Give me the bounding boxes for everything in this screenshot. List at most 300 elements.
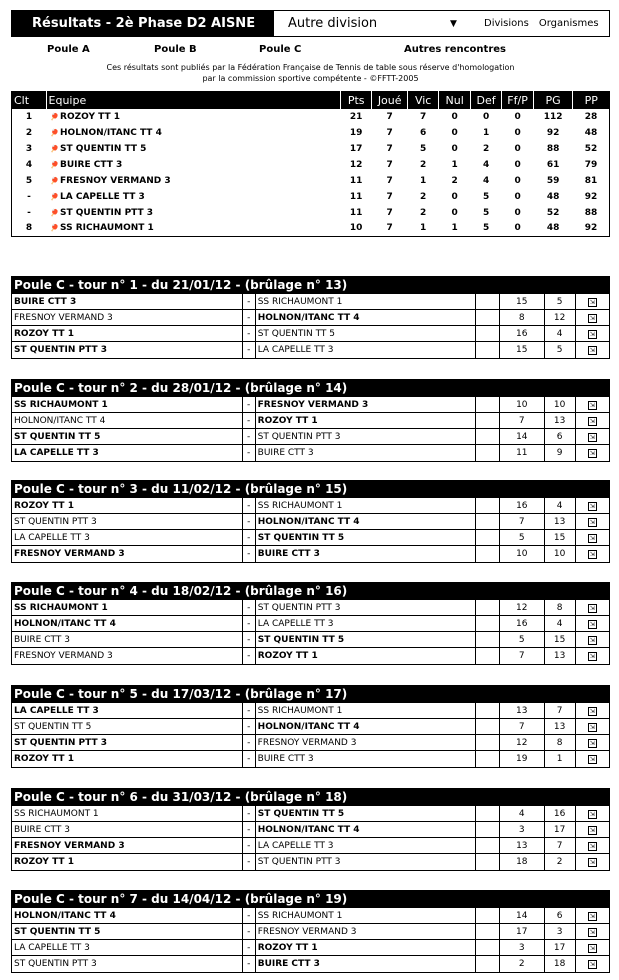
match-sheet-cell[interactable] — [575, 924, 609, 940]
match-sheet-cell[interactable] — [575, 326, 609, 342]
table-row — [12, 173, 610, 189]
ranking-header-5: Nul — [439, 92, 470, 109]
away-team[interactable]: ST QUENTIN PTT 3 — [255, 600, 475, 616]
round-title: Poule C - tour n° 6 - du 31/03/12 - (brûlage n° 18) — [12, 789, 609, 805]
away-score: 6 — [544, 429, 575, 445]
spacer-cell — [475, 616, 499, 632]
separator: - — [242, 751, 255, 767]
match-sheet-cell[interactable] — [575, 735, 609, 751]
separator: - — [242, 735, 255, 751]
match-sheet-icon[interactable]: ⇲ — [589, 944, 595, 952]
ranking-cell: 12 — [349, 159, 363, 170]
ranking-cell: 7 — [386, 159, 393, 170]
round-block — [11, 480, 610, 563]
ranking-cell: 1 — [451, 159, 458, 170]
ranking-cell: 5 — [420, 143, 427, 154]
ranking-cell: 4 — [482, 175, 490, 186]
home-team[interactable]: HOLNON/ITANC TT 4 — [12, 908, 242, 924]
tab-poule-a[interactable]: Poule A — [47, 44, 90, 55]
team-link[interactable] — [46, 125, 340, 141]
home-team[interactable]: HOLNON/ITANC TT 4 — [12, 413, 242, 429]
away-team[interactable]: BUIRE CTT 3 — [255, 956, 475, 972]
team-link[interactable] — [46, 109, 340, 125]
ranking-cell: 7 — [420, 111, 427, 122]
ranking-cell: 2 — [451, 175, 458, 186]
match-row — [12, 429, 609, 445]
ranking-cell: 0 — [514, 143, 521, 154]
separator: - — [242, 342, 255, 358]
match-sheet-icon[interactable]: ⇲ — [589, 550, 595, 558]
match-sheet-cell[interactable] — [575, 822, 609, 838]
ranking-header-2: Pts — [340, 92, 371, 109]
match-sheet-cell[interactable] — [575, 600, 609, 616]
match-row — [12, 854, 609, 870]
home-team[interactable]: LA CAPELLE TT 3 — [12, 530, 242, 546]
away-team[interactable]: FRESNOY VERMAND 3 — [255, 924, 475, 940]
match-row — [12, 703, 609, 719]
away-score: 3 — [544, 924, 575, 940]
paddle-icon: 🏓 — [50, 192, 59, 201]
home-score: 14 — [499, 429, 544, 445]
ranking-cell: 0 — [514, 159, 521, 170]
away-team[interactable]: ROZOY TT 1 — [255, 648, 475, 664]
ranking-cell: 0 — [514, 111, 521, 122]
match-sheet-cell[interactable] — [575, 648, 609, 664]
match-sheet-icon[interactable]: ⇲ — [589, 755, 595, 763]
match-sheet-cell[interactable] — [575, 940, 609, 956]
home-score: 17 — [499, 924, 544, 940]
team-link[interactable] — [46, 173, 340, 189]
ranking-header-6: Def — [470, 92, 501, 109]
ranking-header-3: Joué — [372, 92, 408, 109]
home-team[interactable]: ST QUENTIN PTT 3 — [12, 956, 242, 972]
spacer-cell — [476, 326, 500, 342]
home-score: 11 — [499, 445, 544, 461]
match-sheet-icon[interactable]: ⇲ — [589, 826, 595, 834]
table-row — [12, 157, 610, 173]
spacer-cell — [476, 806, 500, 822]
away-team[interactable]: HOLNON/ITANC TT 4 — [255, 719, 475, 735]
match-sheet-icon[interactable]: ⇲ — [589, 960, 595, 968]
ranking-cell: 11 — [349, 207, 363, 218]
match-sheet-cell[interactable] — [575, 413, 609, 429]
away-team[interactable]: SS RICHAUMONT 1 — [255, 294, 475, 310]
match-sheet-icon[interactable]: ⇲ — [589, 518, 595, 526]
ranking-cell: 48 — [546, 223, 560, 234]
away-team[interactable]: LA CAPELLE TT 3 — [255, 838, 475, 854]
ranking-table — [11, 91, 610, 237]
away-score: 12 — [544, 310, 575, 326]
tab-poule-b[interactable]: Poule B — [154, 44, 197, 55]
paddle-icon: 🏓 — [50, 112, 59, 121]
ranking-cell: 52 — [584, 143, 598, 154]
home-score: 4 — [499, 806, 544, 822]
separator: - — [242, 648, 255, 664]
away-team[interactable]: SS RICHAUMONT 1 — [255, 703, 475, 719]
home-team[interactable]: ST QUENTIN PTT 3 — [12, 342, 242, 358]
match-sheet-cell[interactable] — [575, 908, 609, 924]
match-sheet-cell[interactable] — [575, 854, 609, 870]
match-row — [12, 342, 609, 358]
tab-poule-c[interactable]: Poule C — [259, 44, 302, 55]
ranking-cell: 17 — [349, 143, 363, 154]
match-sheet-cell[interactable] — [575, 397, 609, 413]
away-team[interactable]: LA CAPELLE TT 3 — [255, 616, 475, 632]
home-team[interactable]: FRESNOY VERMAND 3 — [12, 546, 242, 562]
away-team[interactable]: SS RICHAUMONT 1 — [255, 908, 475, 924]
ranking-cell: 52 — [546, 207, 560, 218]
match-sheet-cell[interactable] — [575, 429, 609, 445]
match-sheet-cell[interactable] — [575, 342, 609, 358]
home-team[interactable]: FRESNOY VERMAND 3 — [12, 648, 242, 664]
ranking-cell: 7 — [386, 111, 393, 122]
match-sheet-icon[interactable]: ⇲ — [589, 346, 595, 354]
home-team[interactable]: SS RICHAUMONT 1 — [12, 600, 242, 616]
away-score: 18 — [544, 956, 575, 972]
match-sheet-cell[interactable] — [575, 514, 609, 530]
away-score: 4 — [544, 616, 575, 632]
ranking-cell: - — [27, 191, 31, 202]
match-sheet-icon[interactable]: ⇲ — [589, 433, 595, 441]
home-team[interactable]: ST QUENTIN TT 5 — [12, 924, 242, 940]
separator: - — [242, 940, 255, 956]
match-row — [12, 648, 609, 664]
home-score: 12 — [499, 735, 544, 751]
team-name: ST QUENTIN PTT 3 — [60, 207, 154, 218]
separator: - — [242, 310, 255, 326]
home-score: 12 — [499, 600, 544, 616]
ranking-cell: 28 — [584, 111, 598, 122]
home-team[interactable]: ST QUENTIN TT 5 — [12, 719, 242, 735]
home-team[interactable]: FRESNOY VERMAND 3 — [12, 310, 242, 326]
match-sheet-icon[interactable]: ⇲ — [589, 810, 595, 818]
spacer-cell — [476, 514, 500, 530]
paddle-icon: 🏓 — [50, 208, 59, 217]
away-team[interactable]: ST QUENTIN TT 5 — [255, 326, 475, 342]
match-row — [12, 326, 609, 342]
away-team[interactable]: BUIRE CTT 3 — [255, 546, 475, 562]
table-row — [12, 109, 610, 125]
team-link[interactable] — [46, 221, 340, 237]
spacer-cell — [476, 838, 500, 854]
home-team[interactable]: ST QUENTIN PTT 3 — [12, 735, 242, 751]
match-row — [12, 956, 609, 972]
away-score: 17 — [544, 822, 575, 838]
divisions-link[interactable]: Divisions — [484, 18, 529, 29]
home-score: 16 — [499, 498, 544, 514]
ranking-cell: 92 — [584, 223, 598, 234]
home-score: 2 — [499, 956, 544, 972]
spacer-cell — [476, 498, 500, 514]
away-team[interactable]: LA CAPELLE TT 3 — [255, 342, 475, 358]
match-sheet-icon[interactable]: ⇲ — [589, 620, 595, 628]
away-score: 15 — [544, 530, 575, 546]
match-row — [12, 546, 609, 562]
separator: - — [242, 445, 255, 461]
home-team[interactable]: ROZOY TT 1 — [12, 326, 242, 342]
tab-autres-rencontres[interactable]: Autres rencontres — [404, 44, 506, 55]
ranking-cell: 92 — [584, 191, 598, 202]
match-sheet-cell[interactable] — [575, 294, 609, 310]
away-team[interactable]: HOLNON/ITANC TT 4 — [255, 822, 475, 838]
match-row — [12, 751, 609, 767]
match-sheet-icon[interactable]: ⇲ — [589, 417, 595, 425]
spacer-cell — [476, 445, 500, 461]
ranking-cell: 5 — [482, 207, 490, 218]
away-team[interactable]: BUIRE CTT 3 — [255, 445, 475, 461]
match-sheet-icon[interactable]: ⇲ — [589, 298, 595, 306]
ranking-cell: 0 — [451, 191, 458, 202]
spacer-cell — [476, 294, 500, 310]
home-team[interactable]: SS RICHAUMONT 1 — [12, 397, 242, 413]
home-team[interactable]: SS RICHAUMONT 1 — [12, 806, 242, 822]
match-row — [12, 498, 609, 514]
dropdown-arrow-icon[interactable]: ▼ — [450, 18, 457, 29]
ranking-cell: 7 — [386, 175, 393, 186]
ranking-cell: 4 — [482, 159, 490, 170]
separator: - — [242, 854, 255, 870]
organismes-link[interactable]: Organismes — [538, 18, 599, 29]
ranking-cell: 79 — [584, 159, 598, 170]
separator: - — [242, 838, 255, 854]
home-score: 7 — [499, 514, 544, 530]
home-team[interactable]: ROZOY TT 1 — [12, 498, 242, 514]
home-score: 18 — [499, 854, 544, 870]
match-row — [12, 822, 609, 838]
match-sheet-cell[interactable] — [575, 956, 609, 972]
match-row — [12, 310, 609, 326]
match-sheet-icon[interactable]: ⇲ — [589, 739, 595, 747]
away-score: 4 — [544, 498, 575, 514]
home-team[interactable]: ROZOY TT 1 — [12, 751, 242, 767]
table-row — [12, 205, 610, 221]
away-team[interactable]: HOLNON/ITANC TT 4 — [255, 310, 475, 326]
match-row — [12, 940, 609, 956]
home-score: 10 — [499, 397, 544, 413]
away-score: 5 — [544, 342, 575, 358]
match-row — [12, 924, 609, 940]
away-team[interactable]: SS RICHAUMONT 1 — [255, 498, 475, 514]
spacer-cell — [476, 703, 500, 719]
match-sheet-icon[interactable]: ⇲ — [589, 652, 595, 660]
away-score: 10 — [544, 546, 575, 562]
away-score: 8 — [544, 600, 575, 616]
away-team[interactable]: FRESNOY VERMAND 3 — [255, 735, 475, 751]
away-score: 13 — [544, 648, 575, 664]
away-team[interactable]: ST QUENTIN TT 5 — [255, 632, 475, 648]
match-row — [12, 616, 609, 632]
away-team[interactable]: ROZOY TT 1 — [255, 940, 475, 956]
round-title: Poule C - tour n° 5 - du 17/03/12 - (brûlage n° 17) — [12, 686, 609, 702]
away-score: 17 — [544, 940, 575, 956]
spacer-cell — [476, 530, 500, 546]
home-team[interactable]: BUIRE CTT 3 — [12, 632, 242, 648]
away-score: 5 — [544, 294, 575, 310]
separator: - — [242, 429, 255, 445]
match-row — [12, 294, 609, 310]
match-sheet-cell[interactable] — [575, 751, 609, 767]
match-sheet-icon[interactable]: ⇲ — [589, 723, 595, 731]
match-sheet-cell[interactable] — [575, 445, 609, 461]
ranking-header-0: Clt — [12, 92, 47, 109]
home-score: 7 — [499, 413, 544, 429]
home-score: 5 — [499, 530, 544, 546]
ranking-cell: 3 — [25, 143, 33, 154]
ranking-cell: 11 — [349, 191, 363, 202]
home-team[interactable]: LA CAPELLE TT 3 — [12, 445, 242, 461]
match-sheet-icon[interactable]: ⇲ — [589, 330, 595, 338]
match-sheet-icon[interactable]: ⇲ — [589, 604, 595, 612]
round-block — [11, 276, 610, 359]
match-sheet-cell[interactable] — [575, 310, 609, 326]
spacer-cell — [476, 546, 500, 562]
away-score: 13 — [544, 514, 575, 530]
ranking-cell: 0 — [514, 207, 521, 218]
match-sheet-icon[interactable]: ⇲ — [589, 707, 595, 715]
table-row — [12, 125, 610, 141]
team-name: BUIRE CTT 3 — [60, 159, 123, 170]
match-sheet-icon[interactable]: ⇲ — [589, 401, 595, 409]
away-score: 13 — [544, 413, 575, 429]
match-sheet-icon[interactable]: ⇲ — [589, 314, 595, 322]
notice-line: par la commission sportive compétente - ©FFTT-2005 — [202, 74, 419, 83]
match-row — [12, 530, 609, 546]
division-select[interactable]: Autre division — [288, 16, 378, 31]
team-name: LA CAPELLE TT 3 — [60, 191, 145, 202]
team-link[interactable] — [46, 157, 340, 173]
match-sheet-icon[interactable]: ⇲ — [589, 912, 595, 920]
separator: - — [242, 294, 255, 310]
home-score: 8 — [499, 310, 544, 326]
match-sheet-cell[interactable] — [575, 838, 609, 854]
match-sheet-cell[interactable] — [575, 498, 609, 514]
match-row — [12, 600, 609, 616]
team-name: ROZOY TT 1 — [60, 111, 120, 122]
ranking-cell: 11 — [349, 175, 363, 186]
home-team[interactable]: BUIRE CTT 3 — [12, 822, 242, 838]
match-sheet-icon[interactable]: ⇲ — [589, 502, 595, 510]
notice-line: Ces résultats sont publiés par la Fédération Française de Tennis de table sous réserve d'homologation — [106, 63, 515, 72]
spacer-cell — [475, 648, 499, 664]
ranking-cell: 88 — [546, 143, 560, 154]
separator: - — [242, 413, 255, 429]
header-bar — [11, 10, 610, 37]
match-sheet-icon[interactable]: ⇲ — [589, 534, 595, 542]
match-sheet-icon[interactable]: ⇲ — [589, 842, 595, 850]
ranking-cell: 81 — [584, 175, 598, 186]
ranking-cell: 21 — [349, 111, 363, 122]
table-row — [12, 141, 610, 157]
home-score: 15 — [499, 342, 544, 358]
team-name: ST QUENTIN TT 5 — [60, 143, 147, 154]
ranking-cell: 1 — [420, 175, 427, 186]
ranking-header-4: Vic — [407, 92, 438, 109]
match-sheet-cell[interactable] — [575, 806, 609, 822]
match-sheet-cell[interactable] — [575, 719, 609, 735]
away-team[interactable]: ST QUENTIN PTT 3 — [255, 854, 475, 870]
round-block — [11, 685, 610, 768]
spacer-cell — [476, 751, 500, 767]
match-sheet-icon[interactable]: ⇲ — [589, 636, 595, 644]
page-title: Résultats - 2è Phase D2 AISNE — [12, 11, 274, 36]
away-team[interactable]: HOLNON/ITANC TT 4 — [255, 514, 475, 530]
match-row — [12, 719, 609, 735]
match-sheet-cell[interactable] — [575, 546, 609, 562]
round-block — [11, 379, 610, 462]
match-sheet-cell[interactable] — [575, 616, 609, 632]
spacer-cell — [476, 822, 500, 838]
away-score: 15 — [544, 632, 575, 648]
away-score: 4 — [544, 326, 575, 342]
match-sheet-cell[interactable] — [575, 632, 609, 648]
home-team[interactable]: HOLNON/ITANC TT 4 — [12, 616, 242, 632]
home-team[interactable]: ROZOY TT 1 — [12, 854, 242, 870]
ranking-cell: 0 — [451, 111, 458, 122]
away-team[interactable]: FRESNOY VERMAND 3 — [255, 397, 475, 413]
ranking-cell: 4 — [25, 159, 33, 170]
team-name: HOLNON/ITANC TT 4 — [60, 127, 162, 138]
ranking-cell: 19 — [349, 127, 363, 138]
away-score: 9 — [544, 445, 575, 461]
ranking-cell: 92 — [546, 127, 560, 138]
home-team[interactable]: FRESNOY VERMAND 3 — [12, 838, 242, 854]
spacer-cell — [476, 342, 500, 358]
ranking-cell: 5 — [482, 191, 490, 202]
separator: - — [242, 616, 255, 632]
away-team[interactable]: BUIRE CTT 3 — [255, 751, 475, 767]
home-team[interactable]: BUIRE CTT 3 — [12, 294, 242, 310]
ranking-cell: 7 — [386, 127, 393, 138]
spacer-cell — [476, 719, 500, 735]
spacer-cell — [475, 600, 499, 616]
home-team[interactable]: LA CAPELLE TT 3 — [12, 703, 242, 719]
match-row — [12, 397, 609, 413]
away-team[interactable]: ST QUENTIN PTT 3 — [255, 429, 475, 445]
home-team[interactable]: LA CAPELLE TT 3 — [12, 940, 242, 956]
ranking-cell: 0 — [451, 127, 458, 138]
team-link[interactable] — [46, 205, 340, 221]
paddle-icon: 🏓 — [50, 128, 59, 137]
home-score: 14 — [499, 908, 544, 924]
home-score: 3 — [499, 940, 544, 956]
home-team[interactable]: ST QUENTIN PTT 3 — [12, 514, 242, 530]
away-team[interactable]: ST QUENTIN TT 5 — [255, 530, 475, 546]
paddle-icon: 🏓 — [50, 224, 59, 233]
away-team[interactable]: ROZOY TT 1 — [255, 413, 475, 429]
ranking-cell: 0 — [451, 143, 458, 154]
match-sheet-icon[interactable]: ⇲ — [589, 928, 595, 936]
home-team[interactable]: ST QUENTIN TT 5 — [12, 429, 242, 445]
ranking-header-9: PP — [573, 92, 610, 109]
match-row — [12, 806, 609, 822]
team-name: SS RICHAUMONT 1 — [60, 223, 154, 234]
match-row — [12, 413, 609, 429]
away-team[interactable]: ST QUENTIN TT 5 — [255, 806, 475, 822]
ranking-cell: 0 — [514, 127, 521, 138]
round-title: Poule C - tour n° 7 - du 14/04/12 - (brûlage n° 19) — [12, 891, 609, 907]
match-sheet-cell[interactable] — [575, 530, 609, 546]
match-sheet-icon[interactable]: ⇲ — [589, 449, 595, 457]
team-link[interactable] — [46, 141, 340, 157]
ranking-cell: 2 — [420, 191, 427, 202]
match-sheet-icon[interactable]: ⇲ — [589, 858, 595, 866]
ranking-cell: 1 — [451, 223, 458, 234]
match-sheet-cell[interactable] — [575, 703, 609, 719]
spacer-cell — [476, 735, 500, 751]
team-link[interactable] — [46, 189, 340, 205]
away-score: 1 — [544, 751, 575, 767]
home-score: 10 — [499, 546, 544, 562]
